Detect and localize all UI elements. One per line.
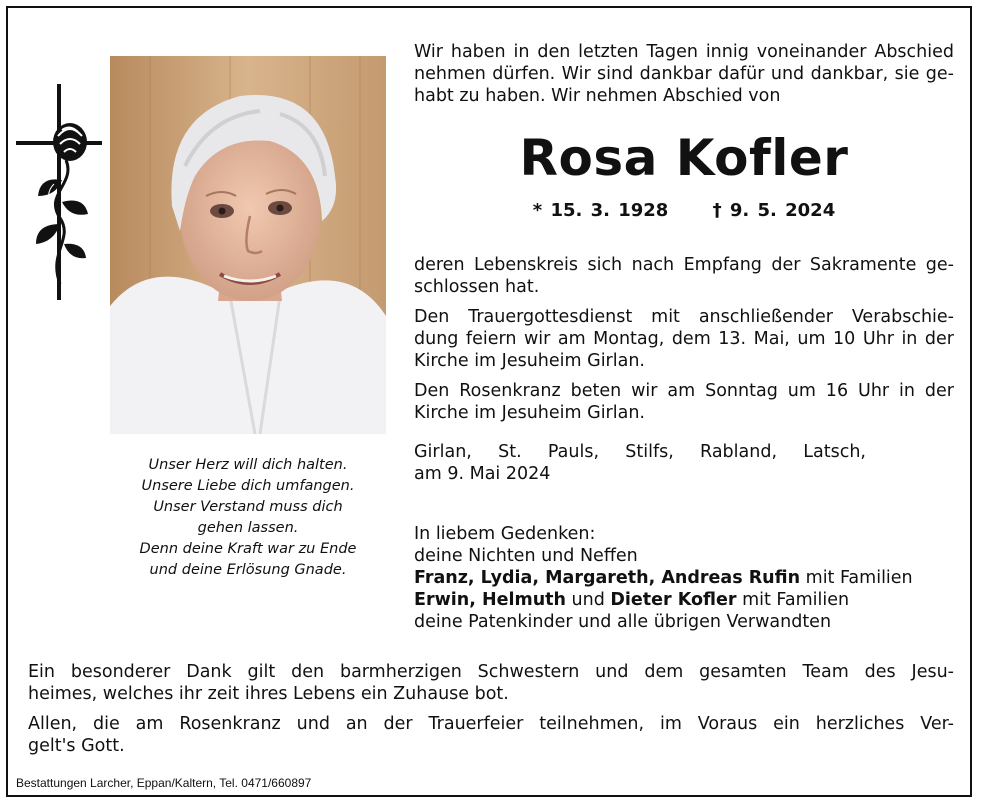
poem-line: Unser Verstand muss dich [153, 499, 343, 515]
memory-nieces: deine Nichten und Neffen [414, 546, 638, 566]
memory-godchildren: deine Patenkinder und alle übrigen Verwandten [414, 612, 832, 632]
intro-line: nehmen dürfen. Wir sind dankbar dafür und dankbar, sie ge- [414, 64, 954, 84]
paragraph-line: schlossen hat. [414, 277, 540, 297]
thanks-line: Ein besonderer Dank gilt den barmherzigen Schwestern und dem gesamten Team des Jesu- [28, 662, 954, 682]
paragraph-rosary [414, 380, 954, 424]
paragraph-funeral-service [414, 306, 954, 372]
paragraph-line: Kirche im Jesuheim Girlan. [414, 351, 645, 371]
intro-line: Wir haben in den letzten Tagen innig voneinander Abschied [414, 42, 954, 62]
thanks-sisters [28, 661, 954, 705]
memory-family-2 [414, 589, 954, 611]
paragraph-line: dung feiern wir am Montag, dem 13. Mai, um 10 Uhr in der [414, 329, 954, 349]
thanks-line: Allen, die am Rosenkranz und an der Trauerfeier teilnehmen, im Voraus ein herzliches Ver- [28, 714, 954, 734]
family-names: Erwin, Helmuth [414, 590, 566, 610]
thanks-line: heimes, welches ihr zeit ihres Lebens ein Zuhause bot. [28, 684, 509, 704]
date-written: am 9. Mai 2024 [414, 464, 551, 484]
deceased-name: Rosa Kofler [519, 129, 849, 187]
poem-line: gehen lassen. [197, 520, 299, 536]
places: Girlan, St. Pauls, Stilfs, Rabland, Latsch, [414, 442, 866, 462]
thanks-attendees [28, 713, 954, 757]
cross-with-rose-icon [14, 84, 104, 300]
portrait-photo [110, 56, 386, 434]
poem-line: Denn deine Kraft war zu Ende [139, 541, 357, 557]
family-suffix: mit Familien [800, 568, 913, 588]
memory-intro: In liebem Gedenken: [414, 524, 596, 544]
funeral-home-footer: Bestattungen Larcher, Eppan/Kaltern, Tel. 0471/660897 [16, 776, 312, 790]
paragraph-line: Den Rosenkranz beten wir am Sonntag um 16 Uhr in der [414, 381, 954, 401]
poem-line: und deine Erlösung Gnade. [149, 562, 347, 578]
location-date [414, 441, 866, 485]
intro-text [414, 41, 954, 107]
family-connector: und [565, 590, 611, 610]
poem-line: Unsere Liebe dich umfangen. [141, 478, 355, 494]
death-date: † 9. 5. 2024 [712, 200, 836, 221]
paragraph-sacraments [414, 254, 954, 298]
birth-date: * 15. 3. 1928 [532, 200, 669, 221]
paragraph-line: deren Lebenskreis sich nach Empfang der Sakramente ge- [414, 255, 954, 275]
family-names: Franz, Lydia, Margareth, Andreas Rufin [414, 568, 801, 588]
family-names: Dieter Kofler [610, 590, 737, 610]
thanks-line: gelt's Gott. [28, 736, 125, 756]
intro-line: habt zu haben. Wir nehmen Abschied von [414, 86, 781, 106]
family-suffix: mit Familien [736, 590, 850, 610]
paragraph-line: Kirche im Jesuheim Girlan. [414, 403, 645, 423]
life-dates [414, 200, 954, 221]
poem [112, 455, 384, 581]
memory-block [414, 523, 954, 633]
poem-line: Unser Herz will dich halten. [148, 457, 348, 473]
paragraph-line: Den Trauergottesdienst mit anschließender Verabschie- [414, 307, 954, 327]
memory-family-1 [414, 567, 954, 589]
